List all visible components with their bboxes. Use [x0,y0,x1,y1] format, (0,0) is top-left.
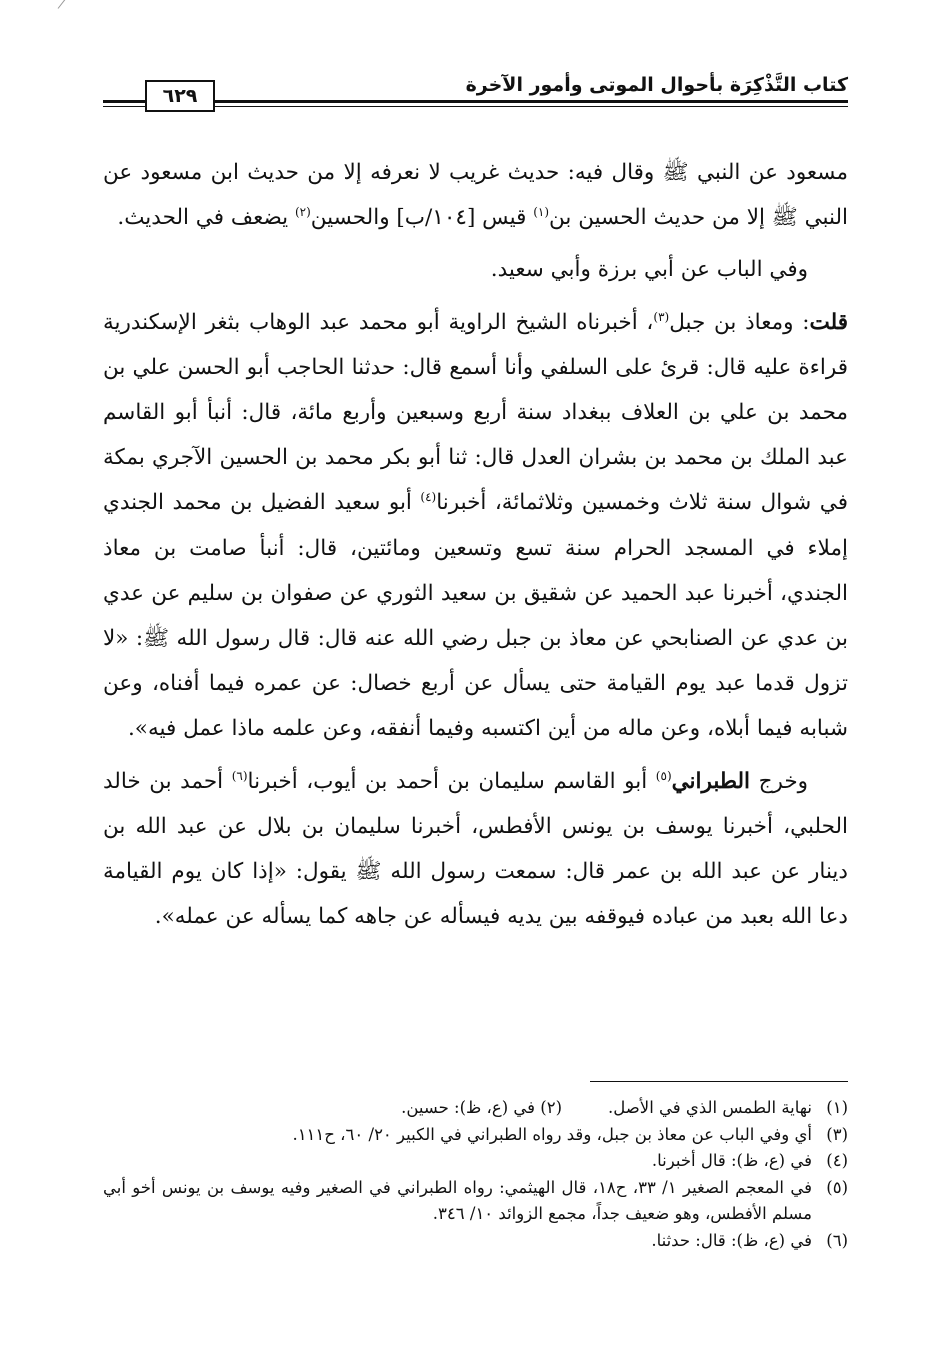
page-header [103,74,848,122]
footnotes [103,1095,848,1254]
main-text [103,150,848,939]
footnote-ref: (٤) [420,490,437,505]
footnote-number: (٢) [540,1098,563,1117]
text-run: أحمد بن خالد الحلبي، أخبرنا يوسف بن يونس الأفطس، أخبرنا سليمان بن بلال عن عبد الله بن دينار عن عبد الله بن عمر قال: سمعت رسول الله ﷺ يقول: «إذا كان يوم القيامة دعا الله بعبد من عباده فيوقفه بين يديه فيسأله عن جاهه كما يسأله عن عمله». [103,768,848,930]
footnote-number: (٤) [826,1151,848,1170]
footnote-text-part: في (ع، ظ): حسين. [401,1098,536,1117]
footnote-item [103,1122,848,1149]
footnote-text-part: نهاية الطمس الذي في الأصل. [608,1098,812,1117]
footnote-item [103,1175,848,1228]
footnote-number: (٦) [826,1230,848,1250]
footnote-ref: (١) [533,205,550,220]
page-number: ٦٢٩ [145,80,215,112]
lead-word: الطبراني [671,768,751,794]
text-run: : ومعاذ بن جبل [669,309,810,335]
text-run: قيس [١٠٤/ب] والحسين [310,205,534,231]
footnote-item [103,1095,848,1122]
text-run: يضعف في الحديث. [117,205,295,231]
paragraph-1 [103,150,848,240]
footnote-number: (٣) [826,1124,848,1144]
text-run: أبو القاسم سليمان بن أحمد بن أيوب، أخبرنا [247,768,656,794]
text-run: مسعود عن النبي ﷺ وقال فيه: حديث غريب لا نعرفه إلا من حديث ابن مسعود عن النبي ﷺ إلا من حديث الحسين بن [103,160,848,231]
footnote-number: (١) [826,1098,848,1117]
footnote-text: في (ع، ظ): قال: حدثنا. [651,1230,812,1250]
footnote-text: أي وفي الباب عن معاذ بن جبل، وقد رواه الطبراني في الكبير ٢٠/ ٦٠، ح١١١. [292,1124,812,1144]
footnote-ref: (٦) [231,768,248,783]
footnote-ref: (٥) [655,768,672,783]
running-title: كتاب التَّذْكِرَة بأحوال الموتى وأمور الآخرة [465,74,848,96]
footnote-item [103,1148,848,1175]
footnote-ref: (٣) [653,309,670,324]
text-run: أبو سعيد الفضيل بن محمد الجندي إملاء في المسجد الحرام سنة تسع وتسعين ومائتين، قال: أنبأ صامت بن معاذ الجندي، أخبرنا عبد الحميد عن شقيق بن سعيد الثوري عن صفوان بن سليم عن عدي بن عدي عن الصنابحي عن معاذ بن جبل رضي الله عنه قال: قال رسول الله ﷺ: «لا تزول قدما عبد يوم القيامة حتى يسأل عن أربع خصال: عن عمره فيما أفناه، وعن شبابه فيما أبلاه، وعن ماله من أين اكتسبه وفيما أنفقه، وعن علمه ماذا عمل فيه». [103,490,848,742]
footnote-text [103,1095,812,1122]
lead-word: قلت [809,309,848,335]
scan-artifact-line [58,0,87,9]
footnote-separator [590,1081,848,1082]
paragraph-2: وفي الباب عن أبي برزة وأبي سعيد. [490,257,808,283]
footnote-text: في (ع، ظ): قال أخبرنا. [651,1151,812,1170]
footnote-number: (٥) [826,1177,848,1197]
footnote-text: في المعجم الصغير ١/ ٣٣، ح١٨، قال الهيثمي: رواه الطبراني في الصغير وفيه يوسف بن يونس أخو أبي مسلم الأفطس، وهو ضعيف جداً، مجمع الزوائد ١٠/ ٣٤٦. [103,1177,812,1223]
paragraph-3 [103,300,848,752]
paragraph-4 [103,759,848,940]
footnote-ref: (٢) [294,205,311,220]
text-run: ، أخبرناه الشيخ الراوية أبو محمد عبد الوهاب بثغر الإسكندرية قراءة عليه قال: قرئ على السلفي وأنا أسمع قال: حدثنا الحاجب أبو الحسن علي بن محمد بن علي بن العلاف ببغداد سنة أربع وسبعين وأربع مائة، قال: أنبأ أبو القاسم عبد الملك بن محمد بن بشران العدل قال: ثنا أبو بكر محمد بن الحسين الآجري بمكة في شوال سنة ثلاث وخمسين وثلاثمائة، أخبرنا [103,309,848,516]
text-run: وخرج [750,768,808,794]
footnote-item [103,1228,848,1255]
